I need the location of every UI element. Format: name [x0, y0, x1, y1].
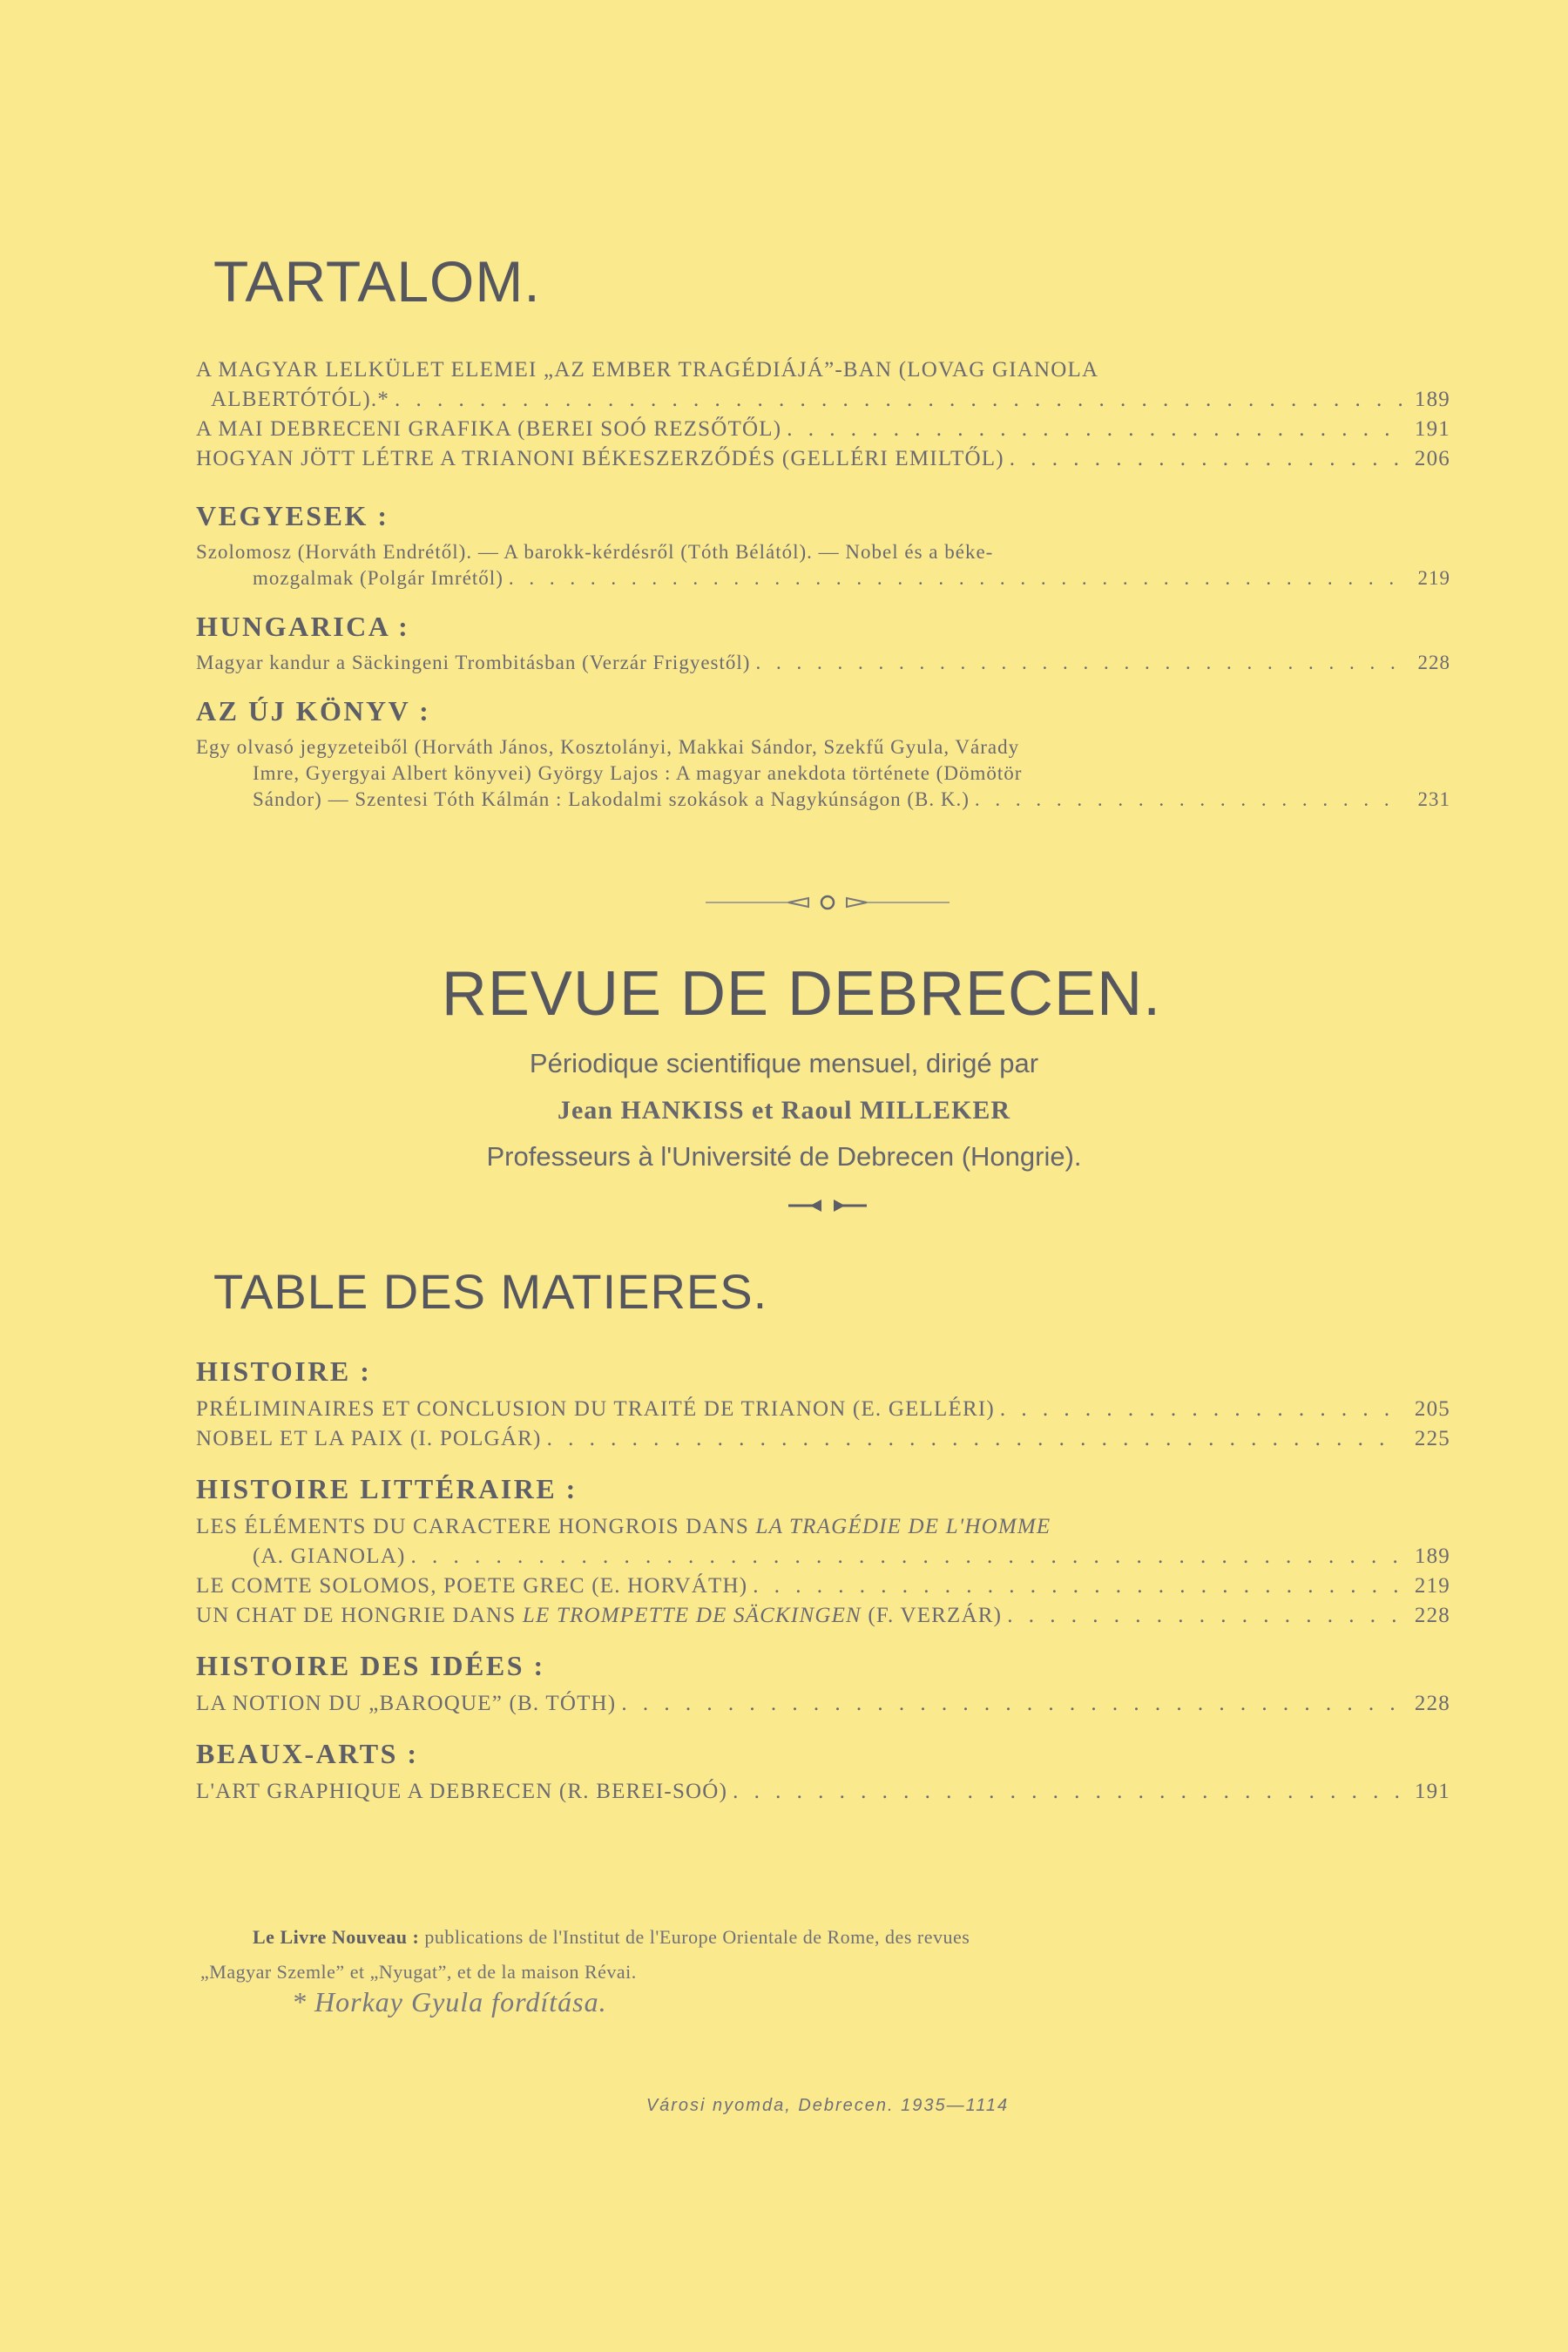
livre-nouveau-text: publications de l'Institut de l'Europe Orientale de Rome, des revues: [419, 1926, 970, 1948]
toc-entry: [196, 415, 1450, 444]
page-number: 228: [1414, 1692, 1450, 1715]
toc-entry-text: NOBEL ET LA PAIX (I. POLGÁR): [196, 1427, 542, 1450]
tartalom-list: [196, 355, 1450, 813]
toc-entry: [196, 1777, 1450, 1807]
leader-dots: [733, 1777, 1402, 1807]
toc-entry-text: (A. GIANOLA): [253, 1544, 406, 1568]
page-number: 219: [1417, 567, 1450, 589]
toc-entry-text: L'ART GRAPHIQUE A DEBRECEN (R. BEREI-SOÓ): [196, 1780, 728, 1803]
section-heading: HISTOIRE LITTÉRAIRE :: [196, 1473, 578, 1504]
toc-entry-text: LE COMTE SOLOMOS, POETE GREC (E. HORVÁTH): [196, 1574, 748, 1598]
leader-dots: [395, 385, 1402, 415]
section-heading: BEAUX-ARTS :: [196, 1738, 419, 1769]
toc-entry: [196, 444, 1450, 474]
toc-entry: [196, 1512, 1450, 1571]
toc-entry-text: A MAI DEBRECENI GRAFIKA (BEREI SOÓ REZSŐTŐL): [196, 417, 782, 441]
section-heading: AZ ÚJ KÖNYV :: [196, 695, 431, 727]
translator-note: * Horkay Gyula fordítása.: [292, 1986, 607, 2017]
toc-entry: [196, 1395, 1450, 1424]
toc-entry-line: A MAGYAR LELKÜLET ELEMEI „AZ EMBER TRAGÉDIÁJÁ”-BAN (LOVAG GIANOLA: [196, 358, 1099, 382]
toc-entry-text: Sándor) — Szentesi Tóth Kálmán : Lakodalmi szokások a Nagykúnságon (B. K.): [253, 788, 970, 810]
section-heading: VEGYESEK :: [196, 500, 389, 531]
page-number: 225: [1414, 1427, 1450, 1450]
page-number: 205: [1414, 1397, 1450, 1421]
divider-ornament: [706, 892, 950, 913]
leader-dots: [509, 565, 1402, 591]
toc-entry: [196, 539, 1450, 591]
toc-entry-text: ALBERTÓTÓL).*: [211, 388, 390, 411]
revue-subtitle: Périodique scientifique mensuel, dirigé par: [529, 1048, 1039, 1078]
toc-entry-text: (F. VERZÁR): [861, 1604, 1003, 1627]
toc-entry: [196, 1689, 1450, 1719]
leader-dots: [1000, 1395, 1402, 1424]
toc-entry: [196, 1571, 1450, 1601]
toc-entry-text: LA NOTION DU „BAROQUE” (B. TÓTH): [196, 1692, 617, 1715]
leader-dots: [621, 1689, 1402, 1719]
toc-entry: [196, 355, 1450, 415]
page-number: 228: [1414, 1604, 1450, 1627]
page-number: 219: [1414, 1574, 1450, 1598]
leader-dots: [410, 1542, 1402, 1571]
toc-entry: [196, 1424, 1450, 1454]
small-ornament: [788, 1197, 867, 1214]
toc-entry-text: UN CHAT DE HONGRIE DANS: [196, 1604, 523, 1627]
revue-title: REVUE DE DEBRECEN.: [441, 959, 1162, 1029]
toc-entry-line: Szolomosz (Horváth Endrétől). — A barokk-kérdésről (Tóth Bélától). — Nobel és a béke-: [196, 541, 994, 563]
page-number: 191: [1414, 1780, 1450, 1803]
toc-entry-text: HOGYAN JÖTT LÉTRE A TRIANONI BÉKESZERZŐDÉS (GELLÉRI EMILTŐL): [196, 447, 1004, 470]
toc-entry-text: mozgalmak (Polgár Imrétől): [253, 567, 504, 589]
leader-dots: [975, 787, 1402, 813]
toc-entry-title-italic: LE TROMPETTE DE SÄCKINGEN: [522, 1604, 862, 1627]
page-number: 189: [1414, 1544, 1450, 1568]
toc-entry: [196, 734, 1450, 813]
livre-nouveau-note: [200, 1920, 1472, 1990]
leader-dots: [1007, 1601, 1402, 1631]
leader-dots: [787, 415, 1402, 444]
page-number: 228: [1417, 652, 1450, 673]
table-title: TABLE DES MATIERES.: [213, 1264, 768, 1319]
leader-dots: [547, 1424, 1402, 1454]
page-number: 189: [1414, 388, 1450, 411]
revue-affiliation: Professeurs à l'Université de Debrecen (Hongrie).: [486, 1141, 1082, 1172]
printer-imprint: Városi nyomda, Debrecen. 1935—1114: [645, 2096, 1010, 2115]
livre-nouveau-text-2: „Magyar Szemle” et „Nyugat”, et de la maison Révai.: [200, 1961, 637, 1983]
toc-entry-title-italic: LA TRAGÉDIE DE L'HOMME: [755, 1515, 1051, 1538]
toc-entry-text: PRÉLIMINAIRES ET CONCLUSION DU TRAITÉ DE TRIANON (E. GELLÉRI): [196, 1397, 995, 1421]
section-heading: HISTOIRE DES IDÉES :: [196, 1650, 545, 1681]
livre-nouveau-label: Le Livre Nouveau :: [253, 1926, 420, 1948]
section-heading: HUNGARICA :: [196, 611, 410, 642]
revue-editors: Jean HANKISS et Raoul MILLEKER: [557, 1096, 1011, 1125]
toc-entry-line: Imre, Gyergyai Albert könyvei) György Lajos : A magyar anekdota története (Dömötör: [253, 762, 1023, 784]
table-list: [196, 1355, 1450, 1807]
page-number: 206: [1414, 447, 1450, 470]
toc-entry-text: LES ÉLÉMENTS DU CARACTERE HONGROIS DANS: [196, 1515, 756, 1538]
leader-dots: [1010, 444, 1402, 474]
page-number: 231: [1417, 788, 1450, 810]
leader-dots: [753, 1571, 1402, 1601]
toc-entry: [196, 650, 1450, 676]
toc-entry: [196, 1601, 1450, 1631]
toc-entry-text: Magyar kandur a Säckingeni Trombitásban (Verzár Frigyestől): [196, 652, 751, 673]
tartalom-title: TARTALOM.: [213, 249, 541, 314]
toc-entry-line: Egy olvasó jegyzeteiből (Horváth János, Kosztolányi, Makkai Sándor, Szekfű Gyula, Várady: [196, 736, 1020, 758]
section-heading: HISTOIRE :: [196, 1355, 372, 1387]
page-number: 191: [1414, 417, 1450, 441]
leader-dots: [755, 650, 1402, 676]
